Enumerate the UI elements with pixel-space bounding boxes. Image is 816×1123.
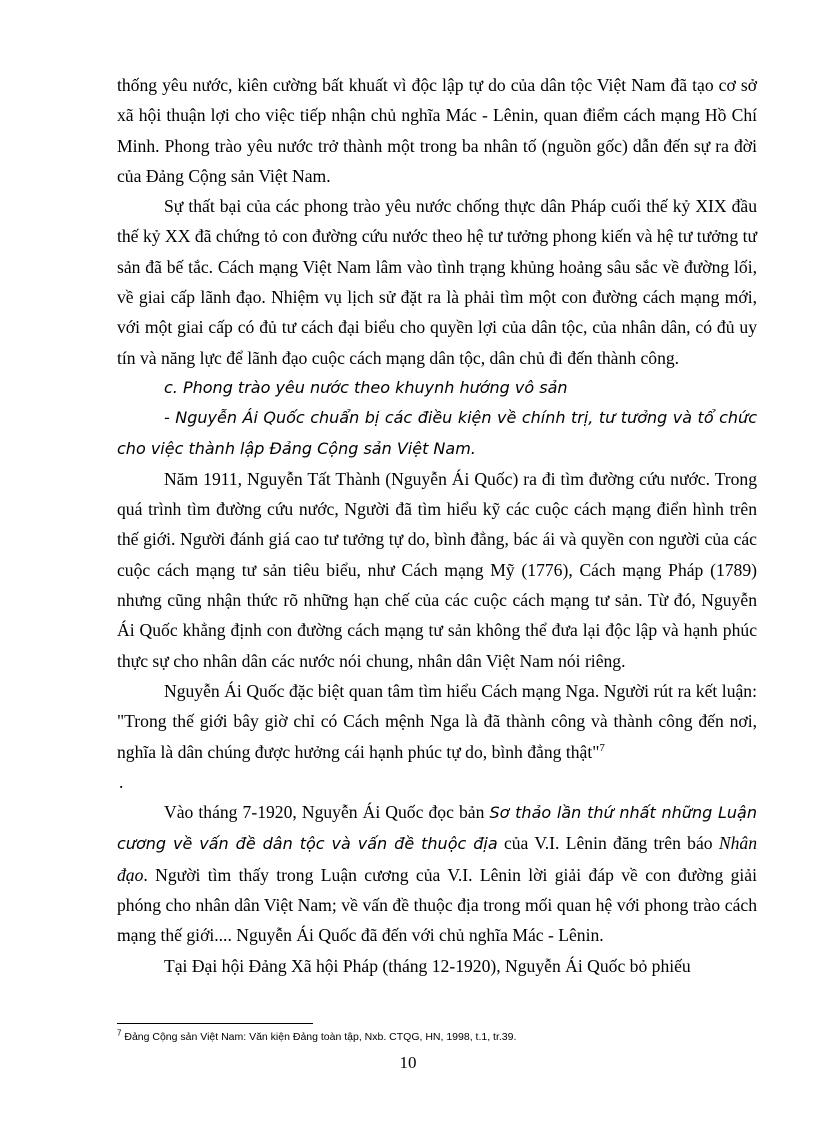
sub-heading: - Nguyễn Ái Quốc chuẩn bị các điều kiện về chính trị, tư tưởng và tổ chức cho việc thành lập Đảng Cộng sản Việt Nam. (117, 408, 757, 458)
page-number: 10 (399, 1053, 417, 1072)
footnote (117, 1028, 757, 1044)
paragraph-5-document-title: Sơ thảo lần thứ nhất những Luận cương về vấn đề dân tộc và vấn đề thuộc địa (117, 803, 757, 854)
trailing-dot: . (119, 771, 124, 792)
paragraph-5-mid: của V.I. Lênin đăng trên báo (497, 833, 719, 854)
footnote-divider (117, 1023, 313, 1024)
paragraph-5-start: Vào tháng 7-1920, Nguyễn Ái Quốc đọc bản (164, 802, 490, 823)
section-heading-c: c. Phong trào yêu nước theo khuynh hướng vô sản (164, 377, 568, 397)
footnote-text: Đảng Cộng sản Việt Nam: Văn kiện Đảng toàn tập, Nxb. CTQG, HN, 1998, t.1, tr.39. (121, 1031, 517, 1043)
paragraph-6: Tại Đại hội Đảng Xã hội Pháp (tháng 12-1920), Nguyễn Ái Quốc bỏ phiếu (164, 955, 691, 976)
paragraph-4 (117, 676, 757, 767)
paragraph-5-end: . Người tìm thấy trong Luận cương của V.I. Lênin lời giải đáp về con đường giải phóng cho nhân dân Việt Nam; về vấn đề thuộc địa trong mối quan hệ với phong trào cách mạng thế giới.... Nguyễn Ái Quốc đã đến với chủ nghĩa Mác - Lênin. (117, 864, 757, 946)
paragraph-1: thống yêu nước, kiên cường bất khuất vì độc lập tự do của dân tộc Việt Nam đã tạo cơ sở xã hội thuận lợi cho việc tiếp nhận chủ nghĩa Mác - Lênin, quan điểm cách mạng Hồ Chí Minh. Phong trào yêu nước trở thành một trong ba nhân tố (nguồn gốc) dẫn đến sự ra đời của Đảng Cộng sản Việt Nam. (117, 75, 757, 186)
paragraph-5 (117, 797, 757, 950)
paragraph-2: Sự thất bại của các phong trào yêu nước chống thực dân Pháp cuối thế kỷ XIX đầu thế kỷ XX đã chứng tỏ con đường cứu nước theo hệ tư tưởng phong kiến và hệ tư tưởng tư sản đã bế tắc. Cách mạng Việt Nam lâm vào tình trạng khủng hoảng sâu sắc về đường lối, về giai cấp lãnh đạo. Nhiệm vụ lịch sử đặt ra là phải tìm một con đường cách mạng mới, với một giai cấp có đủ tư cách đại biểu cho quyền lợi của dân tộc, của nhân dân, có đủ uy tín và năng lực để lãnh đạo cuộc cách mạng dân tộc, dân chủ đi đến thành công. (117, 196, 757, 368)
body-text (117, 70, 757, 981)
footnote-number: 7 (117, 1028, 122, 1038)
paragraph-4-text: Nguyễn Ái Quốc đặc biệt quan tâm tìm hiểu Cách mạng Nga. Người rút ra kết luận: "Trong thế giới bây giờ chỉ có Cách mệnh Nga là đã thành công và thành công đến nơi, nghĩa là dân chúng được hưởng cái hạnh phúc tự do, bình đẳng thật" (117, 680, 757, 762)
paragraph-5-newspaper-name: Nhân đạo (117, 833, 757, 885)
paragraph-3: Năm 1911, Nguyễn Tất Thành (Nguyễn Ái Quốc) ra đi tìm đường cứu nước. Trong quá trình tìm đường cứu nước, Người đã tìm hiểu kỹ các cuộc cách mạng điển hình trên thế giới. Người đánh giá cao tư tưởng tự do, bình đẳng, bác ái và quyền con người của các cuộc cách mạng tư sản tiêu biểu, như Cách mạng Mỹ (1776), Cách mạng Pháp (1789) nhưng cũng nhận thức rõ những hạn chế của các cuộc cách mạng tư sản. Từ đó, Nguyễn Ái Quốc khẳng định con đường cách mạng tư sản không thể đưa lại độc lập và hạnh phúc thực sự cho nhân dân các nước nói chung, nhân dân Việt Nam nói riêng. (117, 468, 757, 671)
footnote-reference[interactable]: 7 (599, 741, 605, 754)
